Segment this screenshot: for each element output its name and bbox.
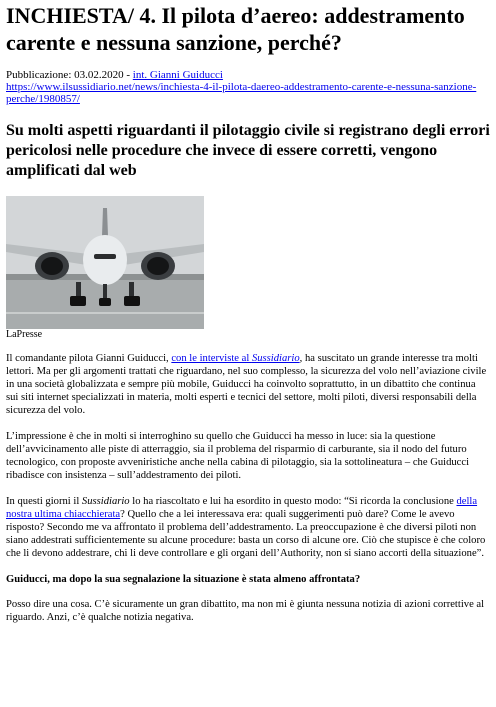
paragraph-3: In questi giorni il Sussidiario lo ha riascoltato e lui ha esordito in questo modo: “Si ricorda la conclusione della nostra ultima chiacchierata? Quello che a lei interessava era: quali suggerimenti può dare? Come le avevo risposto? Secondo me va affrontato il problema dell’addestramento. La preoccupazione è che diversi piloti non siano addestrati sufficientemente su alcune procedure: basta un corso di alcune ore. Ciò che stupisce è che coloro che li devono addestrare, chi li deve controllare e gli organi dell’Authority, non si siano accorti della situazione”.	[6, 496, 486, 559]
photo-caption: LaPresse	[6, 329, 43, 340]
article-title: INCHIESTA/ 4. Il pilota d’aereo: addestramento carente e nessuna sanzione, perché?	[6, 3, 465, 55]
publication-date: Pubblicazione: 03.02.2020 -	[6, 69, 133, 81]
interviews-link[interactable]: con le interviste al Sussidiario	[171, 353, 300, 364]
article	[0, 2, 496, 624]
source-url-link[interactable]: https://www.ilsussidiario.net/news/inchiesta-4-il-pilota-daereo-addestramento-carente-e-nessuna-sanzione-perche/1980857/	[6, 81, 477, 105]
paragraph-4: Posso dire una cosa. C’è sicuramente un gran dibattito, ma non mi è giunta nessuna notizia di azioni correttive al riguardo. Anzi, c’è qualche notizia negativa.	[6, 599, 485, 623]
last-chat-link[interactable]: della nostra ultima chiacchierata	[6, 496, 478, 520]
paragraph-2: L’impressione è che in molti si interroghino su quello che Guiducci ha messo in luce: sia la questione dell’avvicinamento alle piste di atterraggio, sia il problema del risparmio di carburante, sia il nodo del futuro tecnologico, con proposte avveniristiche anche nella cabina di pilotaggio, sia la sottolineatura – che Guiducci ribadisce con insistenza – sull’addestramento dei piloti.	[6, 431, 470, 481]
article-photo-airplane	[6, 196, 204, 329]
publication-meta	[6, 69, 490, 105]
paragraph-1: Il comandante pilota Gianni Guiducci, con le interviste al Sussidiario, ha suscitato un grande interesse tra molti lettori. Ma per gli argomenti trattati che riguardano, nel suo complesso, la sicurezza del volo nell’aviazione civile in una società globalizzata e sempre più mobile, Guiducci ha coinvolto soprattutto, in un dibattito che continua sui siti internet specializzati in materia, molti esperti e tecnici del settore, molti piloti, diversi responsabili della sicurezza del volo.	[6, 353, 487, 416]
interview-question: Guiducci, ma dopo la sua segnalazione la situazione è stata almeno affrontata?	[6, 574, 361, 585]
author-link[interactable]: int. Gianni Guiducci	[132, 69, 223, 81]
article-subtitle: Su molti aspetti riguardanti il pilotaggio civile si registrano degli errori pericolosi nelle procedure che invece di essere corretti, vengono amplificati dal web	[6, 122, 490, 179]
